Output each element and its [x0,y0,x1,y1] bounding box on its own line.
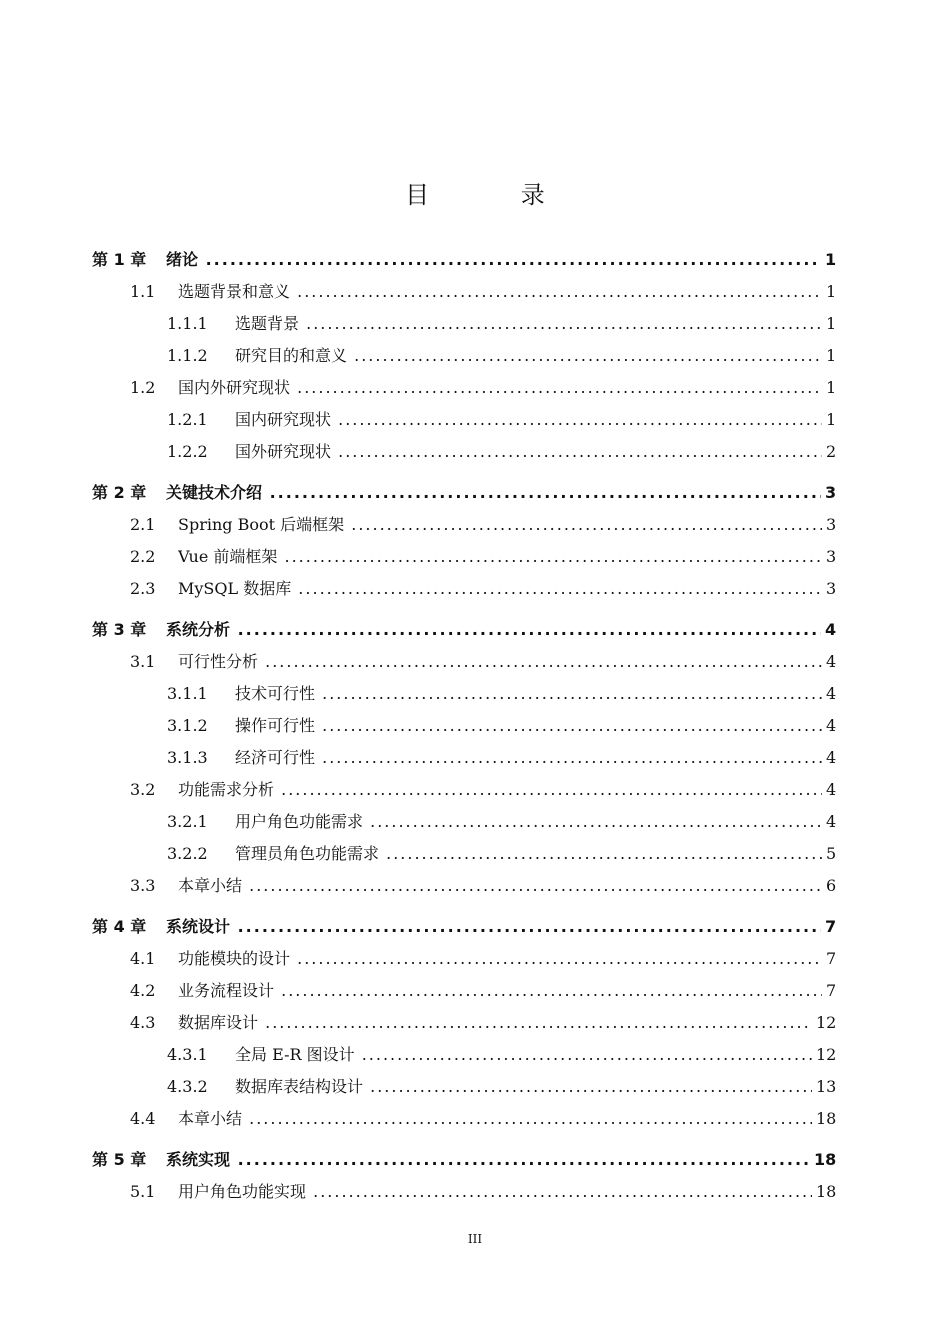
toc-entry-number: 3.2 [130,780,156,799]
toc-entry[interactable] [0,774,950,806]
toc-entry-number: 1.1.1 [167,314,208,333]
toc-entry-title: 国外研究现状 ..... [235,436,822,468]
toc-entry-page: 7 [825,917,837,936]
toc-entry[interactable] [0,870,950,902]
toc-entry-title: 绪论 ..... [166,244,821,276]
toc-entry-number: 4.2 [130,981,156,1000]
toc-entry-page: 6 [826,876,837,895]
toc-entry-title: 国内外研究现状 ..... [178,372,822,404]
toc-entry-page: 3 [826,515,837,534]
toc-entry-page: 4 [826,684,837,703]
toc-entry-page: 1 [826,314,837,333]
toc-entry-page: 18 [816,1109,837,1128]
toc-entry-number: 3.2.1 [167,812,208,831]
toc-entry-title: 功能模块的设计 ..... [178,943,822,975]
toc-entry[interactable] [0,975,950,1007]
toc-entry-number: 3.1.1 [167,684,208,703]
toc-entry-page: 13 [816,1077,837,1096]
toc-entry-page: 12 [816,1013,837,1032]
toc-entry[interactable] [0,541,950,573]
toc-entry-page: 4 [826,652,837,671]
toc-entry[interactable] [0,372,950,404]
toc-entry-number: 3.3 [130,876,156,895]
toc-entry[interactable] [0,1176,950,1208]
toc-entry-number: 第 4 章 [92,917,147,936]
toc-entry-number: 2.2 [130,547,156,566]
toc-entry[interactable] [0,1144,950,1176]
toc-entry-title: 用户角色功能需求 ..... [235,806,822,838]
toc-entry-page: 5 [826,844,837,863]
toc-title: 目 录 [405,181,587,209]
toc-entry-title: 数据库表结构设计 ..... [235,1071,812,1103]
toc-entry-number: 1.2.1 [167,410,208,429]
toc-entry-page: 2 [826,442,837,461]
toc-entry-page: 7 [826,981,837,1000]
toc-entry-number: 1.1.2 [167,346,208,365]
toc-entry-page: 18 [814,1150,837,1169]
toc-entry-page: 4 [825,620,837,639]
toc-entry[interactable] [0,436,950,468]
toc-entry-number: 1.1 [130,282,156,301]
toc-entry-number: 2.1 [130,515,156,534]
toc-entry[interactable] [0,838,950,870]
toc-entry[interactable] [0,509,950,541]
toc-entry-title: 系统设计 ..... [166,911,821,943]
toc-entry-number: 4.3 [130,1013,156,1032]
toc-entry-page: 1 [826,346,837,365]
toc-entry-page: 3 [826,579,837,598]
toc-entry-title: 选题背景和意义 ..... [178,276,822,308]
toc-entry[interactable] [0,477,950,509]
toc-entry-page: 12 [816,1045,837,1064]
toc-entry[interactable] [0,678,950,710]
toc-entry-title: Vue 前端框架 ..... [178,541,822,573]
toc-entry-page: 4 [826,716,837,735]
toc-entry-title: 系统分析 ..... [166,614,821,646]
toc-entry-title: 系统实现 ..... [166,1144,810,1176]
toc-entry-page: 1 [826,378,837,397]
toc-entry-number: 4.3.1 [167,1045,208,1064]
toc-entry[interactable] [0,710,950,742]
toc-entry[interactable] [0,646,950,678]
toc-entry[interactable] [0,911,950,943]
toc-entry-number: 3.1.2 [167,716,208,735]
toc-entry-number: 4.4 [130,1109,156,1128]
toc-entry-page: 7 [826,949,837,968]
toc-entry[interactable] [0,943,950,975]
toc-entry-title: 国内研究现状 ..... [235,404,822,436]
toc-entry[interactable] [0,276,950,308]
toc-entry-title: 技术可行性 ..... [235,678,822,710]
toc-entry-title: 全局 E-R 图设计 ..... [235,1039,812,1071]
toc-entry-title: 管理员角色功能需求 ..... [235,838,822,870]
toc-entry-number: 5.1 [130,1182,156,1201]
toc-entry[interactable] [0,742,950,774]
toc-entry-number: 第 1 章 [92,250,147,269]
toc-entry-number: 2.3 [130,579,156,598]
toc-entry-number: 4.3.2 [167,1077,208,1096]
toc-entry-page: 4 [826,748,837,767]
toc-entry-number: 第 2 章 [92,483,147,502]
toc-entry-title: 选题背景 ..... [235,308,822,340]
toc-entry-title: MySQL 数据库 ..... [178,573,822,605]
toc-entry[interactable] [0,340,950,372]
toc-entry-number: 第 5 章 [92,1150,147,1169]
toc-entry-page: 4 [826,812,837,831]
toc-entry-number: 4.1 [130,949,156,968]
toc-entry-page: 3 [826,547,837,566]
toc-entry-title: 业务流程设计 ..... [178,975,822,1007]
toc-entry[interactable] [0,244,950,276]
toc-entry[interactable] [0,1039,950,1071]
toc-entry-title: 研究目的和意义 ..... [235,340,822,372]
toc-entry-title: 本章小结 ..... [178,870,822,902]
toc-entry-title: 经济可行性 ..... [235,742,822,774]
toc-entry[interactable] [0,1071,950,1103]
toc-entry-number: 第 3 章 [92,620,147,639]
toc-entry-title: Spring Boot 后端框架 ..... [178,509,822,541]
toc-entry-page: 1 [826,282,837,301]
toc-entry[interactable] [0,404,950,436]
toc-entry-title: 可行性分析 ..... [178,646,822,678]
toc-entry-page: 18 [816,1182,837,1201]
toc-entry-page: 1 [825,250,837,269]
toc-entry-title: 功能需求分析 ..... [178,774,822,806]
toc-entry[interactable] [0,573,950,605]
toc-entry-number: 3.2.2 [167,844,208,863]
toc-entry-number: 1.2.2 [167,442,208,461]
toc-entry-page: 4 [826,780,837,799]
toc-entry-page: 1 [826,410,837,429]
toc-entry[interactable] [0,308,950,340]
toc-entry[interactable] [0,806,950,838]
toc-entry-title: 本章小结 ..... [178,1103,812,1135]
toc-entry[interactable] [0,1103,950,1135]
toc-entry[interactable] [0,1007,950,1039]
toc-entry-title: 关键技术介绍 ..... [166,477,821,509]
toc-entry-page: 3 [825,483,837,502]
page-number-footer: III [467,1232,483,1246]
toc-entry[interactable] [0,614,950,646]
toc-entry-number: 3.1.3 [167,748,208,767]
toc-entry-title: 数据库设计 ..... [178,1007,812,1039]
toc-entry-number: 3.1 [130,652,156,671]
toc-entry-title: 用户角色功能实现 ..... [178,1176,812,1208]
toc-entry-number: 1.2 [130,378,156,397]
toc-entry-title: 操作可行性 ..... [235,710,822,742]
